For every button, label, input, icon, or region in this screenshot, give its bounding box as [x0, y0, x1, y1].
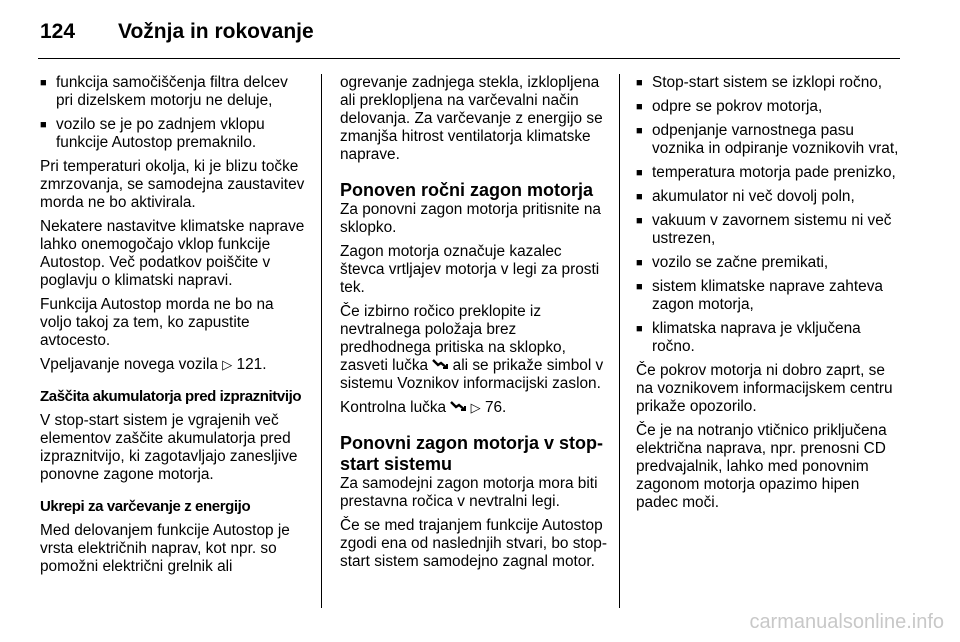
paragraph: V stop-start sistem je vgrajenih več elementov zaščite akumulatorja pred izpraznitvijo, ki zagotavljajo zanesljive ponovne zagone motorja.	[40, 412, 298, 483]
autostop-warning-lamp-icon	[450, 400, 466, 412]
section-heading: Ukrepi za varčevanje z energijo	[40, 498, 251, 515]
section-heading: Ponovni zagon motorja v stop-start sistemu	[340, 433, 604, 474]
watermark: carmanualsonline.info	[749, 611, 944, 633]
list-item: ■ klimatska naprava je vključena ročno.	[636, 320, 904, 356]
list-item: ■ vakuum v zavornem sistemu ni več ustrezen,	[636, 212, 904, 248]
paragraph: Če se med trajanjem funkcije Autostop zgodi ena od naslednjih stvari, bo stop-start sistem samodejno zagnal motor.	[340, 517, 607, 570]
section-heading: Zaščita akumulatorja pred izpraznitvijo	[40, 388, 302, 405]
paragraph: Nekatere nastavitve klimatske naprave lahko onemogočajo vklop funkcije Autostop. Več podatkov poiščite v poglavju o klimatski napravi.	[40, 218, 305, 289]
paragraph-text: ali se prikaže simbol v sistemu Voznikov informacijski zaslon.	[340, 357, 604, 392]
paragraph: Funkcija Autostop morda ne bo na voljo takoj za tem, ko zapustite avtocesto.	[40, 296, 274, 349]
paragraph-text: Če izbirno ročico preklopite iz nevtralnega položaja brez predhodnega pritiska na sklopko, zasveti lučka	[340, 303, 566, 374]
column-3	[636, 74, 904, 518]
page-reference-arrow-icon: ▷	[470, 400, 481, 415]
column-divider-2	[619, 74, 620, 608]
list-item: ■ vozilo se je po zadnjem vklopu funkcije Autostop premaknilo.	[40, 116, 308, 152]
paragraph-reference	[40, 356, 308, 374]
list-item: ■ sistem klimatske naprave zahteva zagon motorja,	[636, 278, 904, 314]
paragraph: Med delovanjem funkcije Autostop je vrsta električnih naprav, kot npr. so pomožni električni grelnik ali	[40, 522, 290, 575]
paragraph-with-icon	[340, 303, 608, 393]
paragraph: Pri temperaturi okolja, ki je blizu točke zmrzovanja, se samodejna zaustavitev morda ne bo aktivirala.	[40, 158, 305, 211]
list-item: ■ temperatura motorja pade prenizko,	[636, 164, 904, 182]
column-2	[340, 74, 608, 577]
list-item: ■ akumulator ni več dovolj poln,	[636, 188, 904, 206]
paragraph: Zagon motorja označuje kazalec števca vrtljajev motorja v legi za prosti tek.	[340, 243, 600, 296]
paragraph-reference	[340, 399, 608, 417]
page-number: 124	[40, 20, 76, 43]
page-reference[interactable]: 76.	[484, 399, 507, 416]
list-item: ■ odpre se pokrov motorja,	[636, 98, 904, 116]
chapter-title: Vožnja in rokovanje	[118, 20, 314, 43]
paragraph: ogrevanje zadnjega stekla, izklopljena ali preklopljena na varčevalni način delovanja. Za varčevanje z energijo se zmanjša hitrost ventilatorja klimatske naprave.	[340, 74, 603, 163]
list-item: ■ funkcija samočiščenja filtra delcev pri dizelskem motorju ne deluje,	[40, 74, 308, 110]
paragraph-text: Kontrolna lučka	[340, 399, 447, 416]
paragraph: Če pokrov motorja ni dobro zaprt, se na voznikovem informacijskem centru prikaže opozorilo.	[636, 362, 893, 415]
list-item: ■ Stop-start sistem se izklopi ročno,	[636, 74, 904, 92]
list-item: ■ odpenjanje varnostnega pasu voznika in odpiranje voznikovih vrat,	[636, 122, 904, 158]
paragraph: Če je na notranjo vtičnico priključena električna naprava, npr. prenosni CD predvajalnik, lahko med ponovnim zagonom motorja opazimo hipen padec moči.	[636, 422, 887, 511]
paragraph-text: Vpeljavanje novega vozila	[40, 356, 218, 373]
section-heading: Ponoven ročni zagon motorja	[340, 180, 594, 200]
list-item: ■ vozilo se začne premikati,	[636, 254, 904, 272]
header-rule	[38, 58, 900, 59]
page-header	[40, 12, 314, 52]
column-divider-1	[321, 74, 322, 608]
page-reference-arrow-icon: ▷	[222, 357, 233, 372]
column-1	[40, 74, 308, 582]
autostop-warning-lamp-icon	[432, 358, 448, 370]
page-reference[interactable]: 121.	[236, 356, 267, 373]
paragraph: Za ponovni zagon motorja pritisnite na sklopko.	[340, 201, 601, 236]
paragraph: Za samodejni zagon motorja mora biti prestavna ročica v nevtralni legi.	[340, 475, 598, 510]
